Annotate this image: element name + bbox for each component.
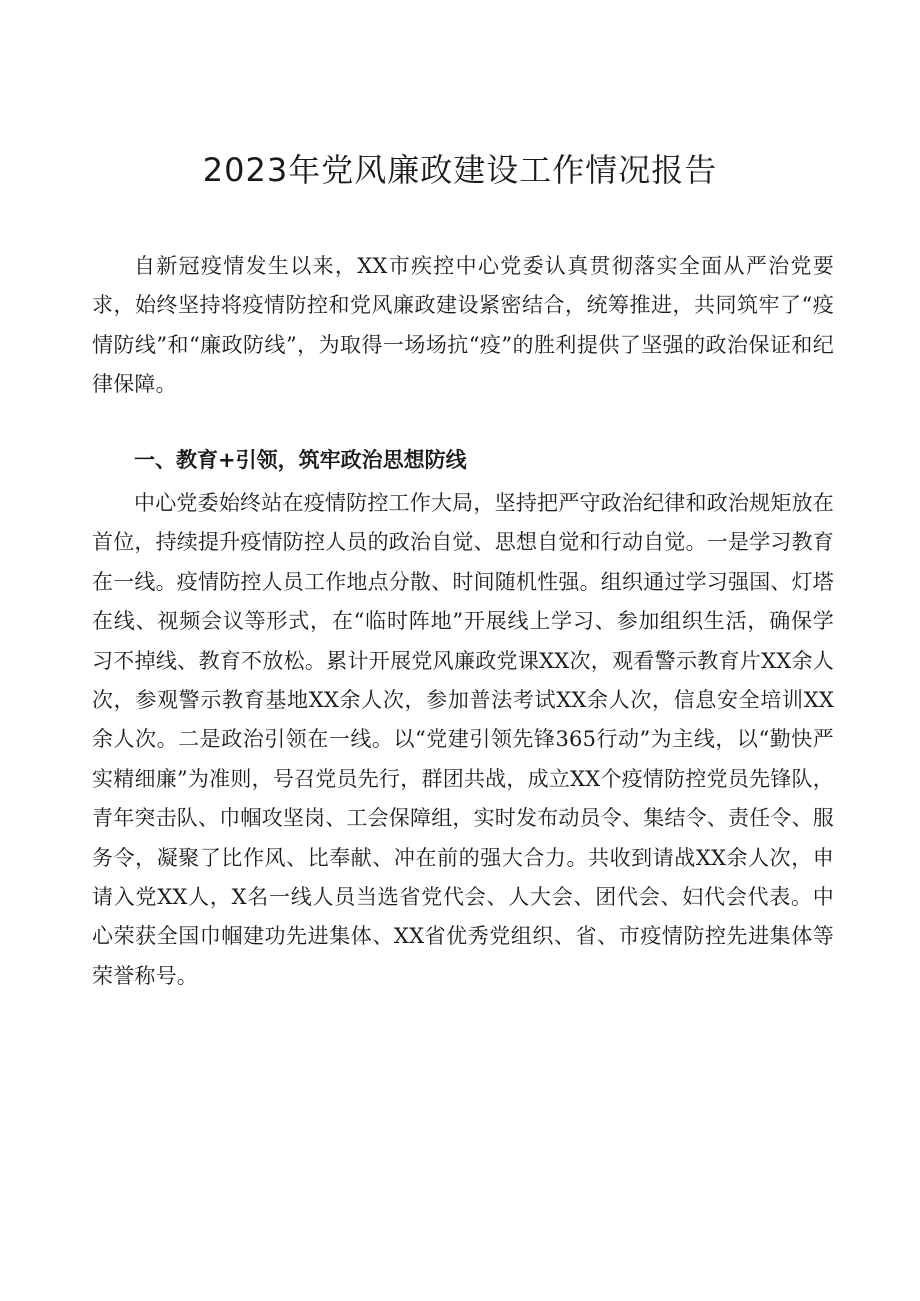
intro-paragraph: 自新冠疫情发生以来，XX市疾控中心党委认真贯彻落实全面从严治党要求，始终坚持将疫情防控和党风廉政建设紧密结合，统筹推进，共同筑牢了“疫情防线”和“廉政防线”，为取得一场场抗“疫”的胜利提供了坚强的政治保证和纪律保障。: [92, 254, 834, 397]
section-heading: 一、教育+引领，筑牢政治思想防线: [134, 448, 467, 472]
section-paragraph: 中心党委始终站在疫情防控工作大局，坚持把严守政治纪律和政治规矩放在首位，持续提升疫情防控人员的政治自觉、思想自觉和行动自觉。一是学习教育在一线。疫情防控人员工作地点分散、时间随机性强。组织通过学习强国、灯塔在线、视频会议等形式，在“临时阵地”开展线上学习、参加组织生活，确保学习不掉线、教育不放松。累计开展党风廉政党课XX次，观看警示教育片XX余人次，参观警示教育基地XX余人次，参加普法考试XX余人次，信息安全培训XX余人次。二是政治引领在一线。以“党建引领先锋365行动”为主线，以“勤快严实精细廉”为准则，号召党员先行，群团共战，成立XX个疫情防控党员先锋队，青年突击队、巾帼攻坚岗、工会保障组，实时发布动员令、集结令、责任令、服务令，凝聚了比作风、比奉献、冲在前的强大合力。共收到请战XX余人次，申请入党XX人，X名一线人员当选省党代会、人大会、团代会、妇代会代表。中心荣获全国巾帼建功先进集体、XX省优秀党组织、省、市疫情防控先进集体等荣誉称号。: [92, 491, 834, 988]
document-title: 2023年党风廉政建设工作情况报告: [202, 151, 718, 189]
